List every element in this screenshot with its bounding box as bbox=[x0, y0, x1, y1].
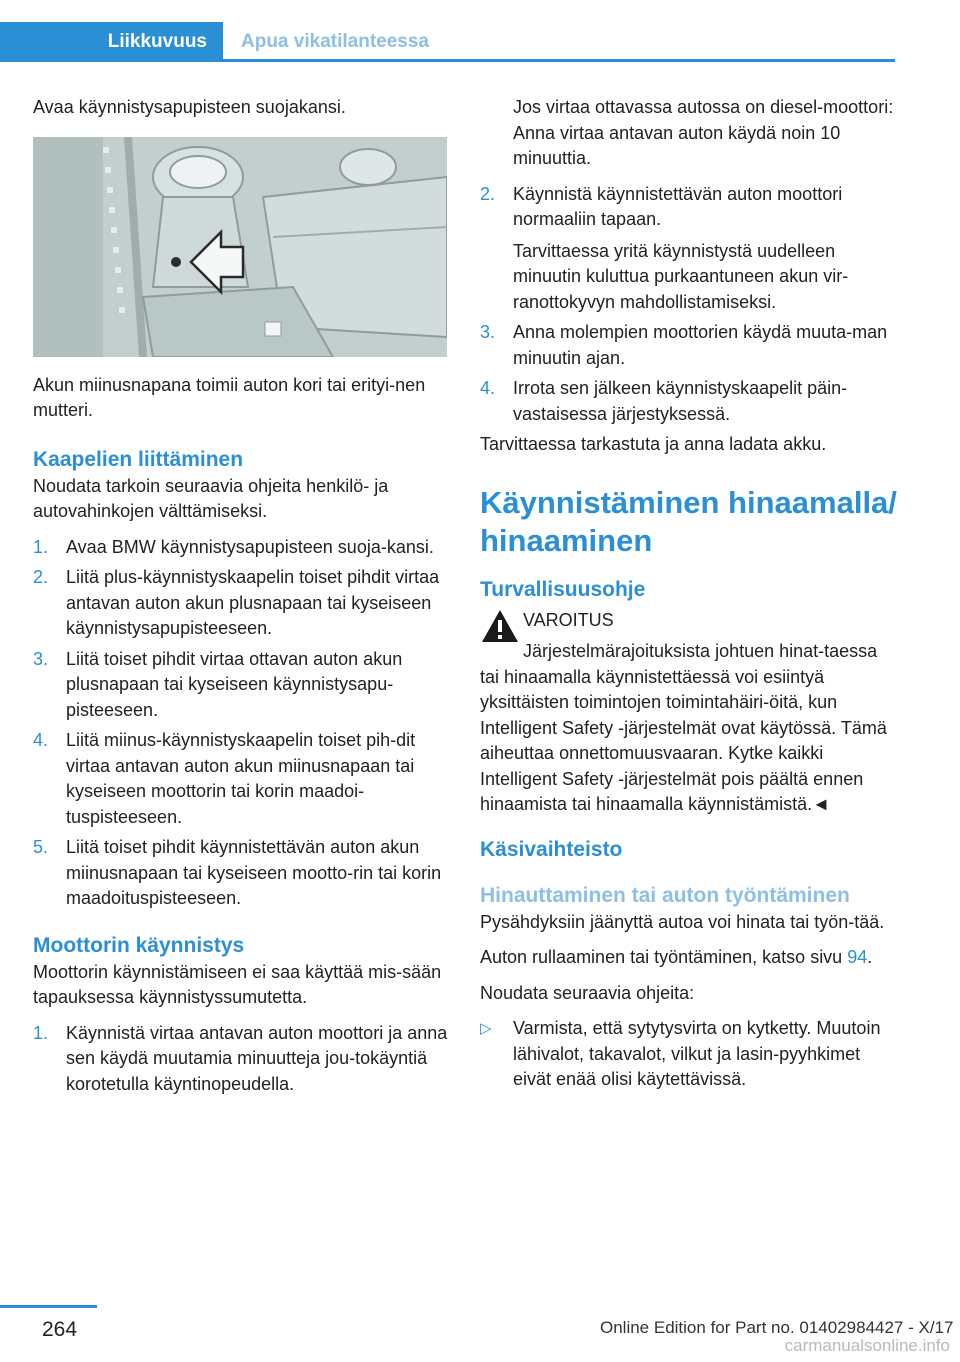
intro-text: Avaa käynnistysapupisteen suojakansi. bbox=[33, 97, 346, 117]
towing-title: Käynnistäminen hinaamalla/ hinaaminen bbox=[480, 484, 897, 558]
warning-label: VAROITUS bbox=[523, 609, 614, 630]
section-cables-intro: Noudata tarkoin seuraavia ohjeita henkilö- ja autovahinkojen välttämiseksi. bbox=[33, 475, 389, 521]
instruction-bullets bbox=[480, 1016, 898, 1093]
cables-steps bbox=[33, 535, 453, 912]
warning-text: Järjestelmärajoituksista johtuen hinat‐taessa tai hinaamalla käynnistettäessä voi esiintyä yksittäisten toimintojen toimintahäiri‐öitä, kun Intelligent Safety -järjestelmät ovat käytössä. Tämä aiheuttaa onnettomuusvaaran. Kytke kaikki Intelligent Safety -järjestelmät pois päältä ennen hinaamista tai hinaamalla käynnistämistä.◄ bbox=[480, 641, 887, 814]
list-item: ▷ Varmista, että sytytysvirta on kytketty. Muutoin lähivalot, takavalot, vilkut ja lasin‐pyyhkimet eivät enää olisi käytettävissä. bbox=[480, 1018, 881, 1089]
towing-paragraph: Pysähdyksiin jäänyttä autoa voi hinata tai työn‐tää. bbox=[480, 911, 885, 932]
safety-title: Turvallisuusohje bbox=[480, 577, 646, 601]
edition-text: Online Edition for Part no. 01402984427 - X/17 bbox=[600, 1318, 954, 1337]
ground-note: Akun miinusnapana toimii auton kori tai erityi‐nen mutteri. bbox=[33, 374, 426, 420]
list-item: 2. Liitä plus-käynnistyskaapelin toiset pihdit virtaa antavan auton akun plusnapaan tai kyseiseen käynnistysapupisteeseen. bbox=[33, 567, 440, 638]
list-item: 4. Liitä miinus-käynnistyskaapelin toiset pih‐dit virtaa antavan auton akun miinusnapaan tai kyseiseen moottorin tai korin maadoi‐tuspisteeseen. bbox=[33, 730, 416, 827]
watermark: carmanualsonline.info bbox=[784, 1336, 950, 1355]
diesel-note: Jos virtaa ottavassa autossa on diesel‐moottori: Anna virtaa antavan auton käydä noin 10 minuuttia. bbox=[513, 97, 894, 168]
tab-apua-vikatilanteessa[interactable]: Apua vikatilanteessa bbox=[241, 31, 429, 52]
page-number: 264 bbox=[42, 1318, 78, 1341]
header-bar bbox=[0, 22, 895, 62]
engine-start-steps-continued bbox=[480, 182, 898, 428]
engine-bay-illustration bbox=[33, 137, 447, 357]
section-cables-title: Kaapelien liittäminen bbox=[33, 447, 244, 471]
engine-start-steps bbox=[33, 1021, 453, 1098]
list-item: 2. Käynnistä käynnistettävän auton moottori normaaliin tapaan. Tarvittaessa yritä käynnistystä uudelleen minuutin kuluttua purkaantuneen akun vir‐ranottokyvyn mahdollistamiseksi. bbox=[480, 183, 849, 312]
warning-triangle-icon bbox=[480, 608, 520, 644]
instructions-intro: Noudata seuraavia ohjeita: bbox=[480, 982, 695, 1003]
bullet-triangle-icon: ▷ bbox=[480, 1020, 492, 1037]
list-item: 3. Liitä toiset pihdit virtaa ottavan auton akun plusnapaan tai kyseiseen käynnistysapu‐pisteeseen. bbox=[33, 648, 403, 720]
list-item: 1. Käynnistä virtaa antavan auton moottori ja anna sen käydä muutamia minuutteja jou‐tokäyntiä korotetulla käyntinopeudella. bbox=[33, 1022, 448, 1094]
section-engine-start-intro: Moottorin käynnistämiseen ei saa käyttää mis‐sään tapauksessa käynnistyssumutetta. bbox=[33, 961, 442, 1007]
footer-rule bbox=[0, 1305, 97, 1308]
towing-pushing-title: Hinauttaminen tai auton työntäminen bbox=[480, 883, 850, 907]
battery-note: Tarvittaessa tarkastuta ja anna ladata akku. bbox=[480, 434, 827, 454]
list-item: 1. Avaa BMW käynnistysapupisteen suoja‐kansi. bbox=[33, 536, 434, 557]
rolling-paragraph: Auton rullaaminen tai työntäminen, katso sivu 94. bbox=[480, 947, 873, 967]
list-item: 3. Anna molempien moottorien käydä muuta‐man minuutin ajan. bbox=[480, 322, 888, 368]
tab-liikkuvuus[interactable]: Liikkuvuus bbox=[0, 22, 223, 60]
warning-block bbox=[480, 608, 898, 634]
list-item: 5. Liitä toiset pihdit käynnistettävän auton akun miinusnapaan tai kyseiseen mootto‐rin tai korin maadoituspisteeseen. bbox=[33, 837, 442, 908]
page-link-94[interactable]: 94 bbox=[847, 947, 868, 967]
right-column bbox=[480, 95, 898, 1093]
manual-transmission-title: Käsivaihteisto bbox=[480, 837, 623, 861]
left-column bbox=[33, 95, 453, 1102]
list-item: 4. Irrota sen jälkeen käynnistyskaapelit päin‐vastaisessa järjestyksessä. bbox=[480, 378, 848, 424]
section-engine-start-title: Moottorin käynnistys bbox=[33, 933, 245, 957]
